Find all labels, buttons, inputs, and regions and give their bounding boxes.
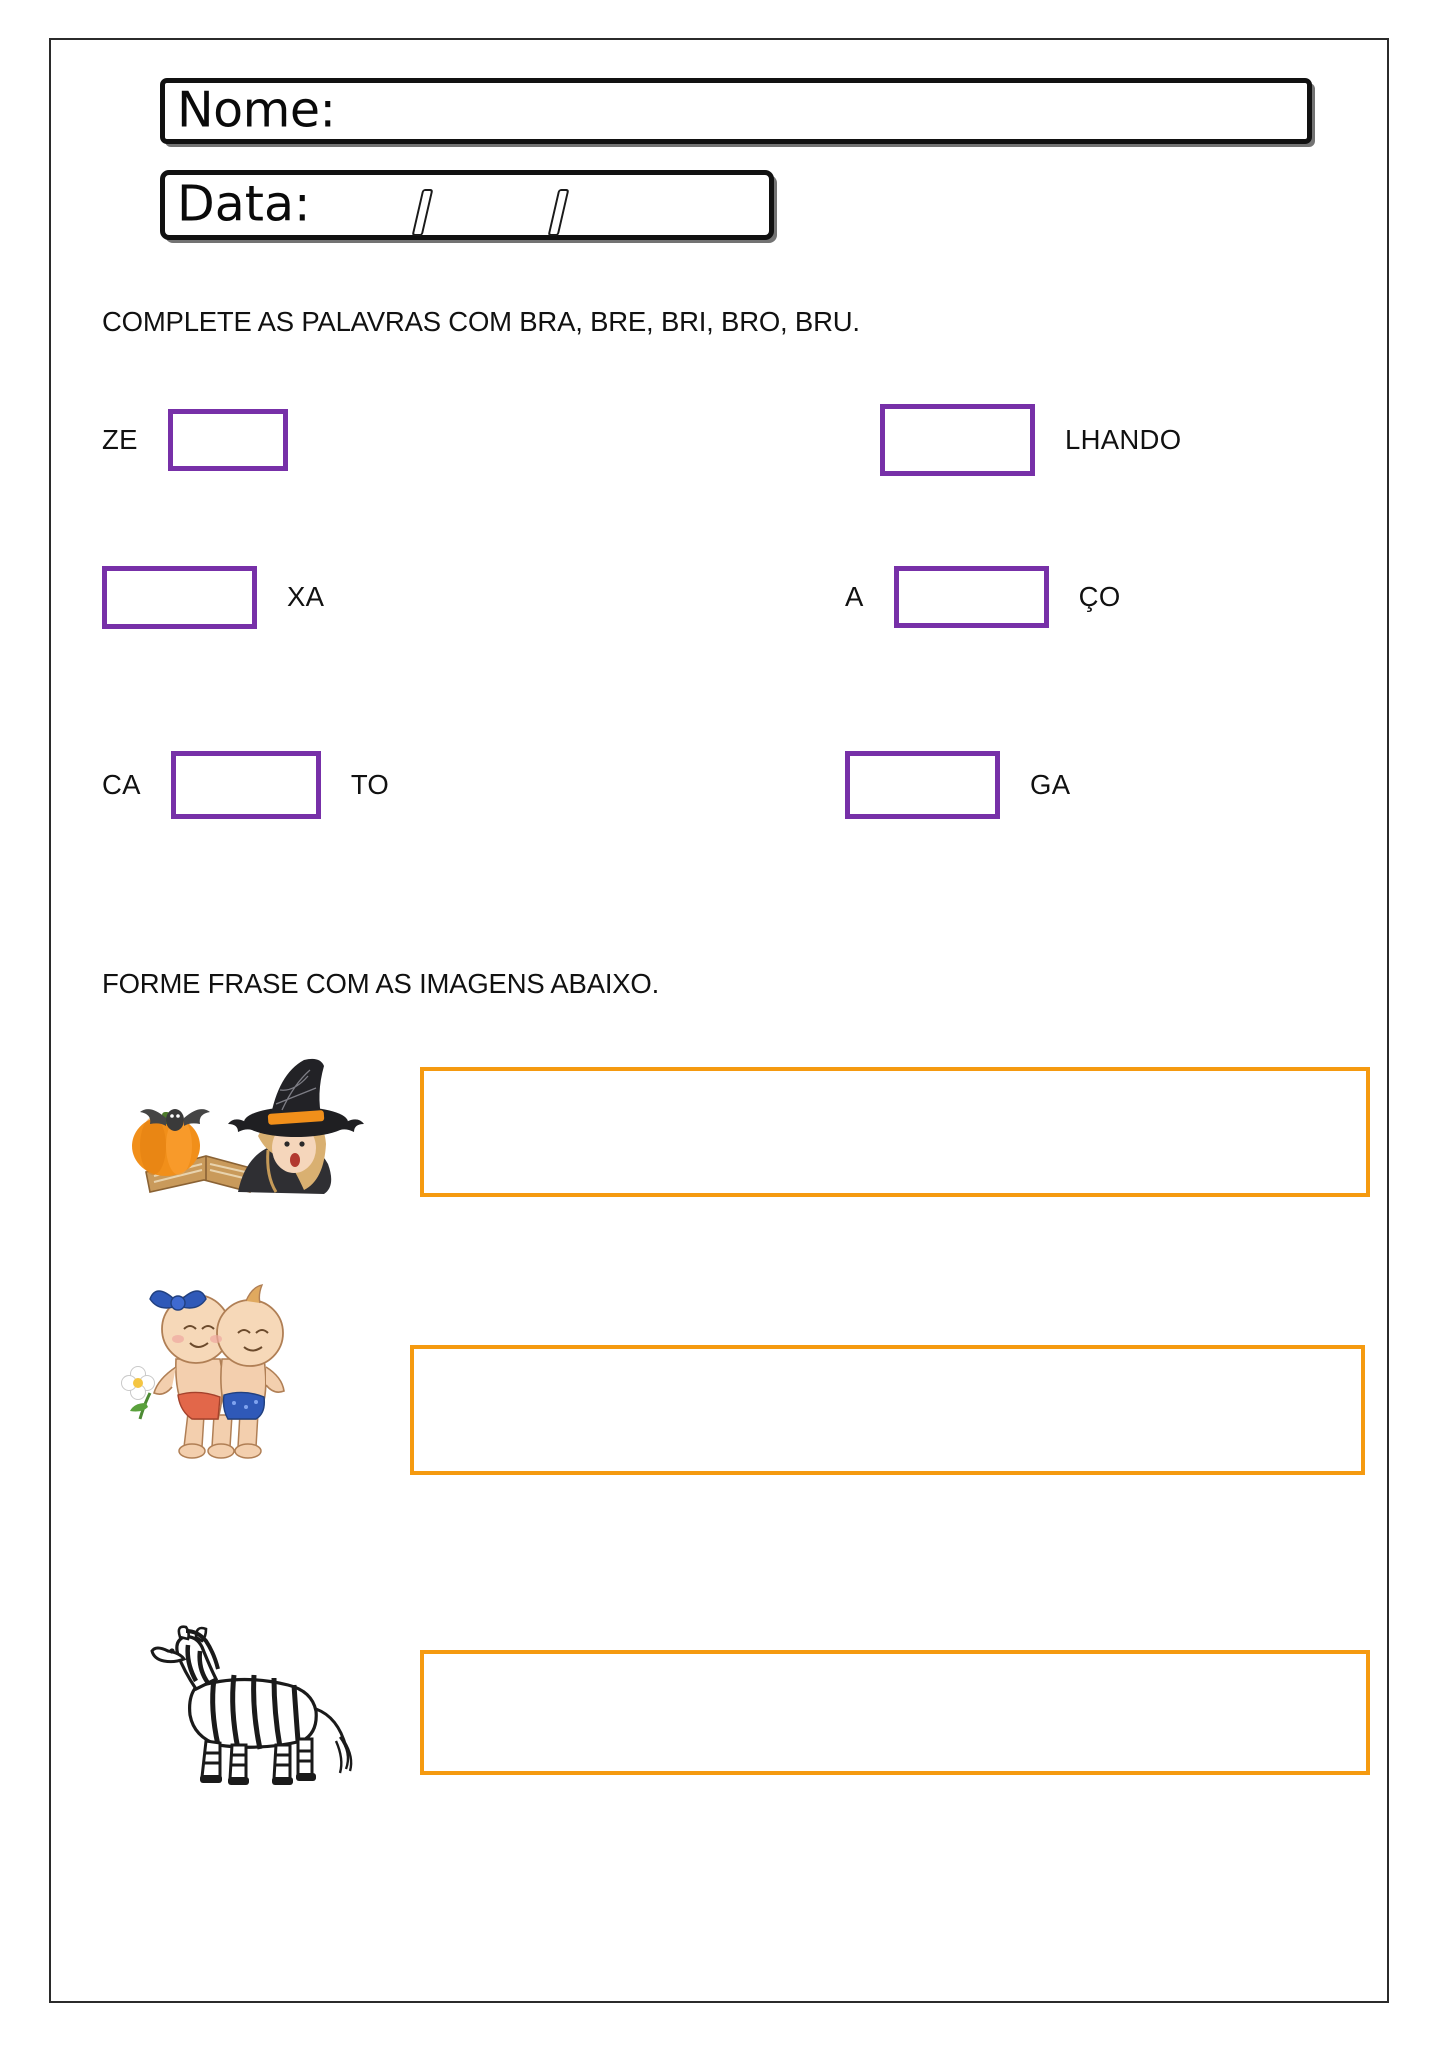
name-label: Nome:	[177, 81, 336, 139]
witch-girl-pumpkin-bat-photo	[118, 1040, 368, 1200]
zebra-clipart	[140, 1625, 360, 1790]
exercise-row	[0, 745, 1448, 825]
instruction-complete-words: COMPLETE AS PALAVRAS COM BRA, BRE, BRI, BRO, BRU.	[102, 306, 860, 337]
exercise-row	[0, 400, 1448, 480]
date-field[interactable]	[160, 170, 774, 240]
sentence-answer-box[interactable]	[420, 1650, 1370, 1775]
syllable-suffix: ÇO	[1078, 581, 1121, 612]
exercise-item	[102, 745, 389, 825]
syllable-suffix: GA	[1030, 769, 1071, 800]
exercise-item	[102, 400, 288, 480]
date-slash-2-icon	[548, 189, 570, 236]
blank-answer-box[interactable]	[102, 566, 257, 629]
syllable-suffix: LHANDO	[1065, 424, 1182, 455]
picture-sentence-row	[0, 1040, 1448, 1220]
blank-answer-box[interactable]	[894, 566, 1049, 628]
instruction-form-sentence: FORME FRASE COM AS IMAGENS ABAIXO.	[102, 968, 660, 999]
name-field[interactable]	[160, 78, 1312, 144]
blank-answer-box[interactable]	[168, 409, 288, 471]
date-slash-1-icon	[412, 189, 434, 236]
syllable-suffix: XA	[287, 581, 325, 612]
syllable-prefix: CA	[102, 769, 141, 800]
blank-answer-box[interactable]	[845, 751, 1000, 819]
exercise-row	[0, 557, 1448, 637]
sentence-answer-box[interactable]	[410, 1345, 1365, 1475]
date-label: Data:	[177, 175, 311, 233]
two-babies-with-flower-clipart	[110, 1255, 340, 1465]
sentence-answer-box[interactable]	[420, 1067, 1370, 1197]
exercise-item	[102, 557, 324, 637]
picture-sentence-row	[0, 1255, 1448, 1505]
exercise-item	[880, 400, 1181, 480]
picture-sentence-row	[0, 1625, 1448, 1810]
syllable-prefix: A	[845, 581, 864, 612]
blank-answer-box[interactable]	[880, 404, 1035, 476]
syllable-prefix: ZE	[102, 424, 138, 455]
blank-answer-box[interactable]	[171, 751, 321, 819]
syllable-suffix: TO	[350, 769, 390, 800]
exercise-item	[845, 745, 1070, 825]
exercise-item	[845, 557, 1121, 637]
